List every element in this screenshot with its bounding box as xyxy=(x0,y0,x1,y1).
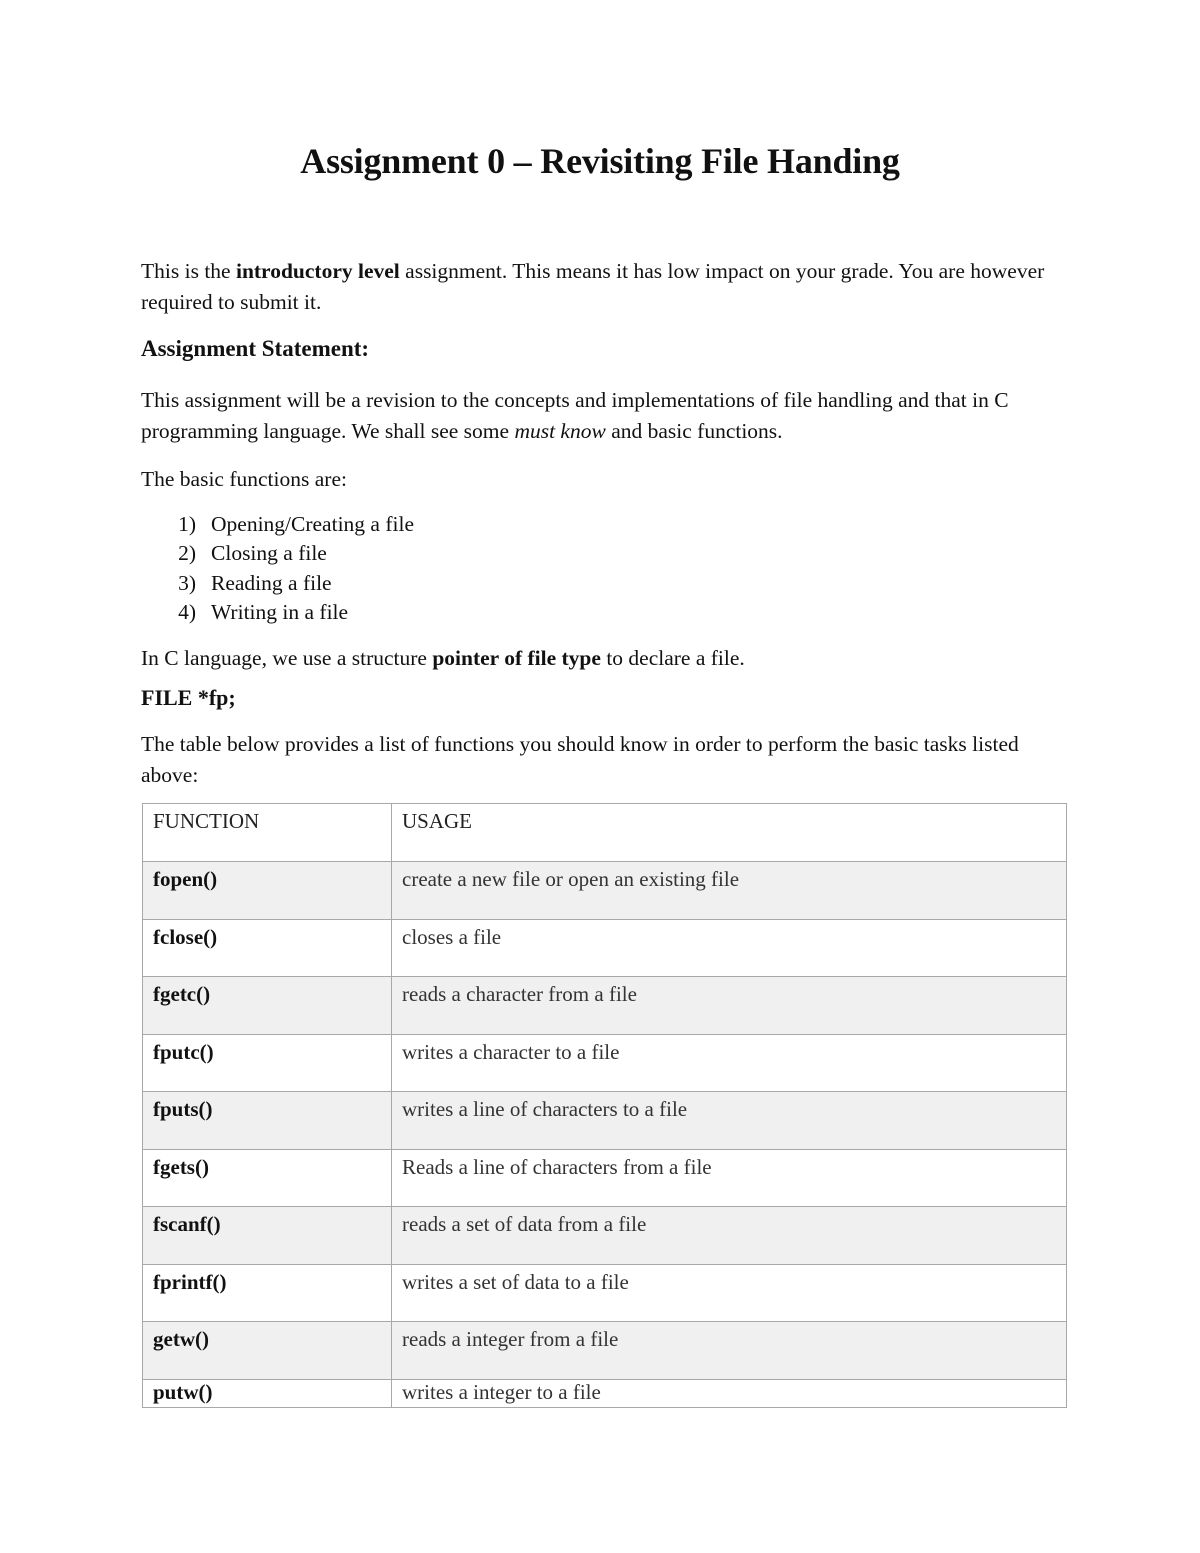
table-cell-usage: reads a integer from a file xyxy=(392,1322,1067,1380)
page-title: Assignment 0 – Revisiting File Handing xyxy=(300,141,900,181)
table-row xyxy=(143,1207,1067,1265)
table-cell-function: fputc() xyxy=(143,1034,392,1092)
list-item-number: 3) xyxy=(178,570,196,595)
list-item xyxy=(141,539,414,568)
table-row xyxy=(143,977,1067,1035)
table-cell-function: fscanf() xyxy=(143,1207,392,1265)
table-cell-usage: reads a character from a file xyxy=(392,977,1067,1035)
table-row xyxy=(143,1034,1067,1092)
table-cell-usage: writes a integer to a file xyxy=(392,1379,1067,1407)
table-row xyxy=(143,1149,1067,1207)
table-row xyxy=(143,1322,1067,1380)
table-cell-usage: Reads a line of characters from a file xyxy=(392,1149,1067,1207)
list-item-text: Writing in a file xyxy=(211,599,349,624)
statement-text-italic: must know xyxy=(514,419,606,443)
list-item xyxy=(141,598,414,627)
pointer-text-prefix: In C language, we use a structure xyxy=(141,646,433,670)
intro-text-bold: introductory level xyxy=(235,259,400,283)
list-item xyxy=(141,510,414,539)
list-item-number: 2) xyxy=(178,541,196,566)
table-header-row xyxy=(143,804,1067,862)
table-cell-function: fprintf() xyxy=(143,1264,392,1322)
table-intro-paragraph: The table below provides a list of functions you should know in order to perform the basic tasks listed above: xyxy=(141,732,1019,787)
intro-text-suffix: assignment. This means it has low impact on your grade. You are however required to submit it. xyxy=(141,259,1045,314)
table-cell-function: fputs() xyxy=(143,1092,392,1150)
list-item-text: Reading a file xyxy=(211,570,332,595)
file-declaration: FILE *fp; xyxy=(141,685,236,710)
table-cell-function: fclose() xyxy=(143,919,392,977)
list-item xyxy=(141,569,414,598)
table-cell-usage: closes a file xyxy=(392,919,1067,977)
table-cell-function: fgetc() xyxy=(143,977,392,1035)
table-cell-function: fopen() xyxy=(143,862,392,920)
pointer-paragraph xyxy=(141,643,1061,674)
table-row xyxy=(143,1379,1067,1407)
statement-text-prefix: This assignment will be a revision to the concepts and implementations of file handling and that in C programming language. We shall see some xyxy=(141,388,1009,443)
table-header-usage: USAGE xyxy=(392,804,1067,862)
intro-paragraph xyxy=(141,256,1061,318)
functions-table xyxy=(142,803,1067,1408)
basic-functions-list xyxy=(141,510,414,627)
table-header-function: FUNCTION xyxy=(143,804,392,862)
table-cell-usage: writes a line of characters to a file xyxy=(392,1092,1067,1150)
statement-heading: Assignment Statement: xyxy=(141,336,370,361)
table-cell-function: putw() xyxy=(143,1379,392,1407)
table-cell-function: fgets() xyxy=(143,1149,392,1207)
table-cell-usage: writes a set of data to a file xyxy=(392,1264,1067,1322)
list-item-number: 1) xyxy=(178,512,196,536)
table-row xyxy=(143,1092,1067,1150)
pointer-text-suffix: to declare a file. xyxy=(600,646,745,670)
list-item-text: Closing a file xyxy=(211,541,327,566)
statement-text-suffix: and basic functions. xyxy=(605,419,783,443)
table-cell-usage: reads a set of data from a file xyxy=(392,1207,1067,1265)
intro-text-prefix: This is the xyxy=(141,259,236,283)
table-row xyxy=(143,919,1067,977)
table-cell-usage: create a new file or open an existing file xyxy=(392,862,1067,920)
basic-functions-intro: The basic functions are: xyxy=(141,467,347,491)
table-cell-usage: writes a character to a file xyxy=(392,1034,1067,1092)
statement-paragraph xyxy=(141,385,1061,447)
table-row xyxy=(143,862,1067,920)
list-item-number: 4) xyxy=(178,599,196,624)
table-cell-function: getw() xyxy=(143,1322,392,1380)
table-row xyxy=(143,1264,1067,1322)
pointer-text-bold: pointer of file type xyxy=(432,646,601,670)
list-item-text: Opening/Creating a file xyxy=(211,512,414,536)
